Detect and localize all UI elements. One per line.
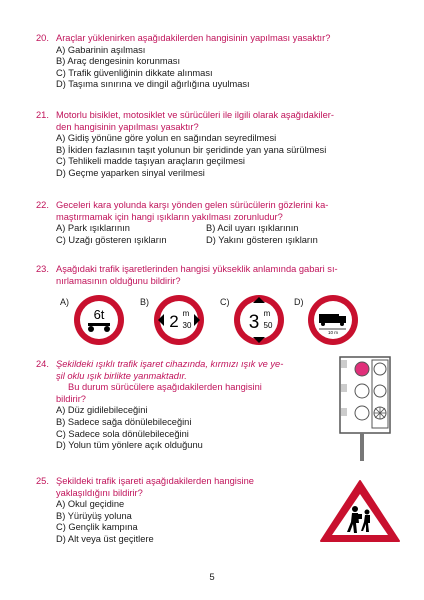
question-21-stem: 21. Motorlu bisiklet, motosiklet ve sürücüleri ile ilgili olarak aşağıdakiler- [36,110,334,120]
sign-b-int: 2 [169,312,179,331]
question-24-stem-italic-cont: şil oklu ışık birlikte yanmaktadır. [56,370,187,381]
height-limit-sign-icon [232,293,286,347]
sign-b-dec: 30 [182,321,192,330]
question-22-stem: 22. Geceleri kara yolunda karşı yönden gelen sürücülerin gözlerini ka- [36,200,329,210]
question-25-stem: 25. Şekildeki trafik işareti aşağıdakilerden hangisine [36,476,254,486]
option: A) Gabarinin aşılması [56,44,146,55]
question-24-stem: Bu durum sürücülere aşağıdakilerden hangisini [68,382,262,393]
question-20-stem: 20. Araçlar yüklenirken aşağıdakilerden hangisinin yapılması yasaktır? [36,33,331,43]
option: A) Düz gidilebileceğini [56,405,148,416]
option: D) Geçme yaparken sinyal verilmesi [56,167,205,178]
weight-limit-sign-icon [72,293,126,347]
question-24-stem-italic: 24. Şekildeki ışıklı trafik işaret cihazında, kırmızı ışık ve ye- [36,359,284,369]
option: D) Yakını gösteren ışıkların [206,234,318,245]
option: C) Uzağı gösteren ışıkların [56,234,167,245]
question-23 [36,264,392,287]
sign-label-a: A) [60,297,69,307]
question-22 [36,200,392,246]
question-24 [36,359,326,452]
option: B) Sadece sağa dönülebileceğini [56,416,192,427]
option: B) İkiden fazlasının taşıt yolunun bir şeridinde yan yana sürülmesi [56,144,327,155]
sign-label-d: D) [294,297,304,307]
option: A) Park ışıklarının [56,223,130,234]
question-24-stem-cont: bildirir? [56,393,86,404]
question-23-stem-cont: nırlamasının olduğunu bildirir? [56,275,181,286]
sign-a-text: 6t [93,307,105,322]
option: C) Sadece sola dönülebileceğini [56,428,189,439]
option: B) Yürüyüş yoluna [56,510,132,521]
option: A) Okul geçidine [56,499,125,510]
option: B) Araç dengesinin korunması [56,56,181,67]
option: B) Acil uyarı ışıklarının [206,223,299,234]
width-limit-sign-icon [152,293,206,347]
sign-b-unit: m [182,309,190,318]
sign-options [58,293,358,353]
sign-c-int: 3 [248,312,260,333]
question-25 [36,476,326,546]
option: C) Tehlikeli madde taşıyan araçların geçilmesi [56,156,245,167]
question-21 [36,110,392,180]
question-20 [36,33,392,91]
option: A) Gidiş yönüne göre yolun en sağından seyredilmesi [56,133,277,144]
question-21-stem-cont: den hangisinin yapılması yasaktır? [56,121,199,132]
option: C) Gençlik kampına [56,522,138,533]
school-crossing-sign-icon [318,478,402,544]
question-23-stem: 23. Aşağıdaki trafik işaretlerinden hangisi yükseklik anlamında gabari sı- [36,264,338,274]
option: C) Trafik güvenliğinin dikkate alınması [56,67,213,78]
sign-d-text: 10 m [327,330,339,335]
length-limit-sign-icon [306,293,360,347]
option: D) Taşıma sınırına ve dingil ağırlığına uyulması [56,79,250,90]
sign-label-c: C) [220,297,230,307]
question-22-stem-cont: maştırmamak için hangi ışıkların yakılması zorunludur? [56,211,283,222]
sign-label-b: B) [140,297,149,307]
traffic-light-icon [330,352,400,462]
option-grid [36,223,392,246]
question-25-stem-cont: yaklaşıldığını bildirir? [56,487,143,498]
sign-c-dec: 50 [263,321,273,330]
page-number: 5 [209,572,215,583]
option: D) Yolun tüm yönlere açık olduğunu [56,440,203,451]
option: D) Alt veya üst geçitlere [56,533,154,544]
sign-c-unit: m [263,309,271,318]
